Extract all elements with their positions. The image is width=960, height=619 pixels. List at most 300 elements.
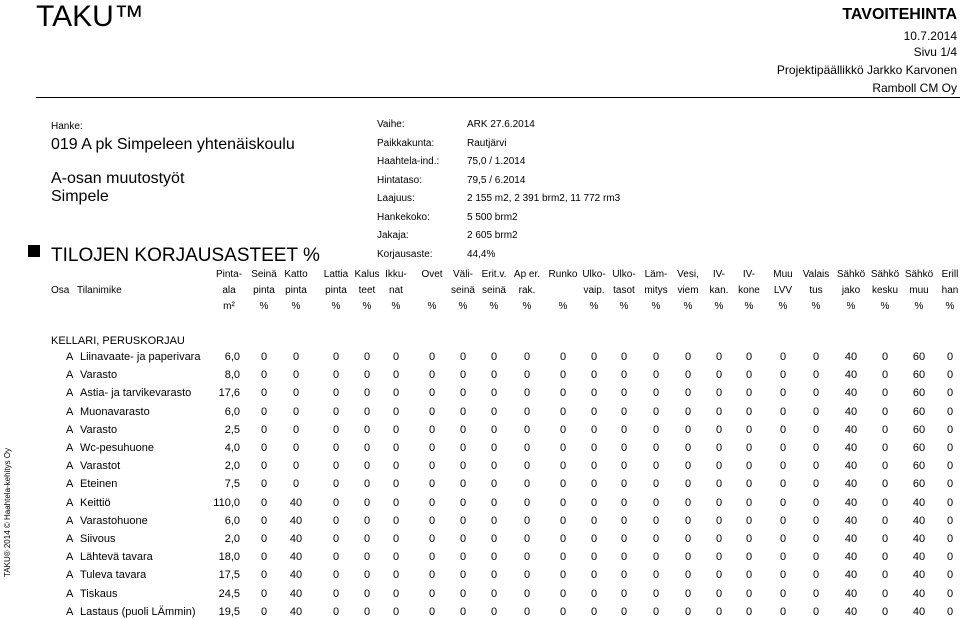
row-percent: 60 xyxy=(912,460,926,473)
row-percent: 0 xyxy=(523,387,531,400)
column-header-line: % xyxy=(651,301,661,312)
row-percent: 0 xyxy=(652,496,660,509)
column-header-line: Ulko- xyxy=(582,269,606,280)
row-percent: 40 xyxy=(912,587,926,600)
info-value: 44,4% xyxy=(467,248,496,260)
row-name: Wc-pesuhuone xyxy=(80,442,154,454)
info-label: Laajuus: xyxy=(377,193,415,204)
row-name: Keittiö xyxy=(80,496,111,509)
row-osa: A xyxy=(66,460,74,473)
row-percent: 0 xyxy=(523,460,531,473)
project-manager: Projektipäällikkö Jarkko Karvonen xyxy=(776,63,957,77)
row-percent: 0 xyxy=(684,587,692,600)
row-percent: 0 xyxy=(363,496,371,509)
row-name: Liinavaate- ja paperivara xyxy=(80,351,201,363)
column-header-line: seinä xyxy=(451,285,475,296)
row-percent: 0 xyxy=(332,405,340,418)
column-header-line: Ikku- xyxy=(385,269,407,280)
row-percent: 0 xyxy=(946,442,954,454)
row-percent: 0 xyxy=(652,423,660,436)
row-percent: 0 xyxy=(428,405,436,418)
row-percent: 0 xyxy=(392,533,400,545)
row-percent: 0 xyxy=(459,405,467,418)
row-area: 6,0 xyxy=(224,351,240,363)
row-percent: 0 xyxy=(490,387,498,400)
row-percent: 0 xyxy=(652,351,660,363)
row-percent: 0 xyxy=(745,569,753,582)
row-percent: 0 xyxy=(523,369,531,382)
row-percent: 0 xyxy=(881,496,889,509)
row-percent: 0 xyxy=(715,387,723,400)
row-percent: 0 xyxy=(490,442,498,454)
row-percent: 0 xyxy=(392,423,400,436)
column-header-line: Läm- xyxy=(644,269,668,280)
column-header-line: % xyxy=(778,301,788,312)
row-percent: 0 xyxy=(779,478,787,491)
row-percent: 0 xyxy=(779,442,787,454)
row-percent: 0 xyxy=(292,478,300,491)
row-percent: 0 xyxy=(428,569,436,582)
row-percent: 0 xyxy=(292,369,300,382)
info-label: Hintataso: xyxy=(377,174,423,186)
row-osa: A xyxy=(66,405,74,418)
row-percent: 0 xyxy=(332,423,340,436)
row-percent: 0 xyxy=(715,551,723,564)
row-area: 7,5 xyxy=(224,478,240,491)
row-percent: 0 xyxy=(490,496,498,509)
row-percent: 40 xyxy=(912,551,926,564)
column-header-line: tasot xyxy=(613,285,635,296)
row-percent: 40 xyxy=(844,496,858,509)
row-percent: 0 xyxy=(946,551,954,564)
row-osa: A xyxy=(66,423,74,436)
row-percent: 0 xyxy=(881,423,889,436)
row-percent: 0 xyxy=(490,423,498,436)
column-header-line: % xyxy=(522,301,532,312)
row-percent: 0 xyxy=(881,478,889,491)
row-percent: 0 xyxy=(620,369,628,382)
row-osa: A xyxy=(66,351,74,363)
row-percent: 0 xyxy=(559,405,567,418)
row-percent: 60 xyxy=(912,351,926,363)
row-percent: 0 xyxy=(881,551,889,564)
column-header-line: % xyxy=(811,301,821,312)
row-percent: 0 xyxy=(946,478,954,491)
row-percent: 0 xyxy=(881,369,889,382)
row-percent: 40 xyxy=(289,605,303,618)
row-percent: 0 xyxy=(363,533,371,545)
row-percent: 0 xyxy=(523,351,531,363)
row-percent: 0 xyxy=(490,569,498,582)
row-percent: 0 xyxy=(523,551,531,564)
column-header-line: Vesi, xyxy=(677,269,699,280)
row-area: 17,6 xyxy=(218,387,240,400)
row-percent: 0 xyxy=(745,460,753,473)
row-percent: 0 xyxy=(363,387,371,400)
row-percent: 0 xyxy=(559,387,567,400)
row-percent: 0 xyxy=(590,496,598,509)
column-header-line: ala xyxy=(222,285,236,296)
column-header-line: Kalus xyxy=(354,269,380,280)
row-percent: 0 xyxy=(946,514,954,527)
row-percent: 0 xyxy=(620,587,628,600)
row-percent: 0 xyxy=(559,369,567,382)
row-percent: 0 xyxy=(292,442,300,454)
row-percent: 0 xyxy=(428,387,436,400)
row-percent: 0 xyxy=(428,460,436,473)
row-percent: 0 xyxy=(459,587,467,600)
row-percent: 0 xyxy=(523,478,531,491)
row-percent: 0 xyxy=(459,496,467,509)
row-percent: 0 xyxy=(459,351,467,363)
row-name: Varasto xyxy=(80,423,118,436)
row-percent: 0 xyxy=(779,569,787,582)
row-percent: 0 xyxy=(363,369,371,382)
row-percent: 0 xyxy=(459,569,467,582)
column-header-line: Sähkö xyxy=(904,269,934,280)
row-percent: 0 xyxy=(523,569,531,582)
row-percent: 0 xyxy=(332,351,340,363)
row-percent: 0 xyxy=(812,478,820,491)
row-percent: 0 xyxy=(684,478,692,491)
row-percent: 0 xyxy=(652,369,660,382)
row-percent: 0 xyxy=(392,569,400,582)
row-percent: 0 xyxy=(292,351,300,363)
row-percent: 0 xyxy=(779,533,787,545)
row-percent: 0 xyxy=(490,351,498,363)
row-percent: 0 xyxy=(490,460,498,473)
row-percent: 0 xyxy=(392,478,400,491)
row-percent: 0 xyxy=(559,423,567,436)
row-percent: 0 xyxy=(459,442,467,454)
copyright-note: TAKU® 2014 © Haahtela-kehitys Oy xyxy=(3,447,12,577)
column-header-line: IV- xyxy=(712,269,726,280)
column-header-line: % xyxy=(331,301,341,312)
row-percent: 0 xyxy=(332,533,340,545)
row-percent: 60 xyxy=(912,478,926,491)
row-area: 17,5 xyxy=(218,569,240,582)
info-label: Paikkakunta: xyxy=(377,137,435,149)
row-percent: 0 xyxy=(559,514,567,527)
document-title: TAVOITEHINTA xyxy=(842,6,957,23)
column-header-line: % xyxy=(714,301,724,312)
column-header-line: Seinä xyxy=(251,269,277,280)
row-percent: 0 xyxy=(559,569,567,582)
row-area: 24,5 xyxy=(218,587,240,600)
row-percent: 0 xyxy=(745,369,753,382)
row-area: 8,0 xyxy=(224,369,240,382)
row-percent: 0 xyxy=(652,514,660,527)
row-percent: 40 xyxy=(289,551,303,564)
row-percent: 0 xyxy=(946,423,954,436)
row-percent: 0 xyxy=(812,569,820,582)
row-percent: 0 xyxy=(745,478,753,491)
row-percent: 0 xyxy=(428,514,436,527)
row-name: Lähtevä tavara xyxy=(80,551,153,564)
row-percent: 0 xyxy=(363,569,371,582)
row-percent: 0 xyxy=(779,405,787,418)
row-name: Lastaus (puoli LÄmmin) xyxy=(80,605,196,618)
row-percent: 0 xyxy=(684,423,692,436)
row-percent: 0 xyxy=(459,514,467,527)
row-osa: A xyxy=(66,605,74,618)
row-percent: 0 xyxy=(812,387,820,400)
row-percent: 0 xyxy=(881,569,889,582)
row-percent: 0 xyxy=(745,587,753,600)
row-name: Siivous xyxy=(80,533,116,545)
column-header-line: tus xyxy=(809,285,823,296)
row-osa: A xyxy=(66,569,74,582)
row-percent: 0 xyxy=(812,587,820,600)
row-percent: 0 xyxy=(946,351,954,363)
row-percent: 0 xyxy=(590,514,598,527)
row-percent: 0 xyxy=(260,605,268,618)
row-percent: 0 xyxy=(881,605,889,618)
column-header-line: % xyxy=(391,301,401,312)
row-percent: 0 xyxy=(745,423,753,436)
col-osa: Osa xyxy=(51,285,70,296)
row-percent: 40 xyxy=(289,587,303,600)
row-percent: 0 xyxy=(260,460,268,473)
row-percent: 0 xyxy=(779,369,787,382)
column-header-line: vaip. xyxy=(583,285,605,296)
row-percent: 0 xyxy=(684,496,692,509)
row-osa: A xyxy=(66,587,74,600)
row-percent: 0 xyxy=(590,587,598,600)
row-percent: 0 xyxy=(392,351,400,363)
row-percent: 0 xyxy=(715,514,723,527)
row-percent: 0 xyxy=(745,351,753,363)
row-percent: 0 xyxy=(881,442,889,454)
row-percent: 40 xyxy=(844,478,858,491)
column-header-line: Erit.v. xyxy=(481,269,507,280)
row-percent: 0 xyxy=(590,423,598,436)
row-percent: 0 xyxy=(459,423,467,436)
row-percent: 0 xyxy=(523,605,531,618)
row-percent: 0 xyxy=(812,605,820,618)
row-name: Eteinen xyxy=(80,478,118,491)
column-header-line: IV- xyxy=(742,269,756,280)
row-percent: 40 xyxy=(912,569,926,582)
section-title: TILOJEN KORJAUSASTEET % xyxy=(51,245,320,266)
row-percent: 0 xyxy=(946,569,954,582)
row-area: 19,5 xyxy=(218,605,240,618)
row-percent: 40 xyxy=(289,533,303,545)
row-percent: 0 xyxy=(363,587,371,600)
row-percent: 0 xyxy=(392,514,400,527)
row-percent: 40 xyxy=(289,514,303,527)
row-percent: 0 xyxy=(292,405,300,418)
info-value: Rautjärvi xyxy=(467,137,507,149)
row-percent: 0 xyxy=(260,514,268,527)
row-percent: 0 xyxy=(428,587,436,600)
row-percent: 0 xyxy=(881,405,889,418)
row-percent: 0 xyxy=(292,387,300,400)
row-percent: 0 xyxy=(715,423,723,436)
column-header-line: % xyxy=(259,301,269,312)
row-percent: 0 xyxy=(946,369,954,382)
row-percent: 0 xyxy=(363,442,371,454)
row-percent: 0 xyxy=(590,442,598,454)
row-percent: 0 xyxy=(620,442,628,454)
column-header-line: kone xyxy=(738,285,760,296)
row-percent: 40 xyxy=(912,514,926,527)
row-percent: 40 xyxy=(844,405,858,418)
column-header-line: Sähkö xyxy=(870,269,900,280)
row-percent: 0 xyxy=(620,387,628,400)
column-header-line: % xyxy=(945,301,955,312)
row-percent: 0 xyxy=(620,423,628,436)
column-header-line: pinta xyxy=(325,285,347,296)
row-percent: 0 xyxy=(620,478,628,491)
row-percent: 0 xyxy=(652,605,660,618)
row-percent: 0 xyxy=(590,533,598,545)
row-percent: 0 xyxy=(812,533,820,545)
row-percent: 0 xyxy=(779,496,787,509)
row-percent: 0 xyxy=(459,478,467,491)
row-percent: 0 xyxy=(490,605,498,618)
row-percent: 0 xyxy=(684,442,692,454)
project-part: A-osan muutostyöt xyxy=(51,170,185,187)
row-percent: 0 xyxy=(363,551,371,564)
row-percent: 0 xyxy=(392,496,400,509)
row-percent: 0 xyxy=(745,405,753,418)
row-percent: 40 xyxy=(844,587,858,600)
row-percent: 0 xyxy=(459,460,467,473)
row-percent: 60 xyxy=(912,423,926,436)
row-percent: 0 xyxy=(620,405,628,418)
column-header-line: % xyxy=(489,301,499,312)
column-header-line: Ulko- xyxy=(612,269,636,280)
column-header-line: Ovet xyxy=(421,269,443,280)
row-percent: 0 xyxy=(559,351,567,363)
row-percent: 0 xyxy=(684,351,692,363)
row-percent: 0 xyxy=(428,423,436,436)
row-percent: 0 xyxy=(490,369,498,382)
row-percent: 0 xyxy=(332,369,340,382)
row-percent: 0 xyxy=(745,514,753,527)
row-percent: 0 xyxy=(392,442,400,454)
row-percent: 0 xyxy=(652,460,660,473)
column-header-line: % xyxy=(427,301,437,312)
row-osa: A xyxy=(66,478,74,491)
row-percent: 0 xyxy=(590,478,598,491)
row-percent: 0 xyxy=(715,478,723,491)
row-percent: 40 xyxy=(844,387,858,400)
row-percent: 0 xyxy=(459,369,467,382)
row-percent: 0 xyxy=(260,587,268,600)
row-percent: 0 xyxy=(332,496,340,509)
column-header-line: nat xyxy=(389,285,403,296)
row-name: Muonavarasto xyxy=(80,405,150,418)
row-percent: 0 xyxy=(260,423,268,436)
row-percent: 0 xyxy=(363,478,371,491)
row-percent: 0 xyxy=(715,460,723,473)
row-percent: 0 xyxy=(812,405,820,418)
row-percent: 0 xyxy=(392,405,400,418)
project-label: Hanke: xyxy=(51,121,83,132)
row-percent: 40 xyxy=(912,533,926,545)
row-percent: 0 xyxy=(392,551,400,564)
column-header-line: Runko xyxy=(548,269,578,280)
row-name: Tiskaus xyxy=(80,587,118,600)
row-percent: 0 xyxy=(559,496,567,509)
row-percent: 40 xyxy=(844,442,858,454)
row-percent: 0 xyxy=(559,551,567,564)
row-percent: 0 xyxy=(715,496,723,509)
column-header-line: % xyxy=(683,301,693,312)
row-osa: A xyxy=(66,369,74,382)
column-header-line: Katto xyxy=(284,269,308,280)
row-percent: 0 xyxy=(946,496,954,509)
row-percent: 0 xyxy=(363,460,371,473)
row-percent: 0 xyxy=(292,460,300,473)
row-percent: 0 xyxy=(652,587,660,600)
column-header-line: LVV xyxy=(773,285,793,296)
row-percent: 0 xyxy=(559,478,567,491)
row-percent: 0 xyxy=(590,405,598,418)
row-percent: 40 xyxy=(844,514,858,527)
column-header-line: Pinta- xyxy=(215,269,243,280)
row-percent: 0 xyxy=(620,533,628,545)
info-label: Haahtela-ind.: xyxy=(377,156,440,167)
row-percent: 0 xyxy=(559,442,567,454)
column-header-line: Sähkö xyxy=(836,269,866,280)
row-percent: 0 xyxy=(559,460,567,473)
row-percent: 0 xyxy=(559,587,567,600)
row-percent: 0 xyxy=(779,605,787,618)
row-percent: 0 xyxy=(812,442,820,454)
row-percent: 0 xyxy=(745,442,753,454)
row-percent: 0 xyxy=(523,442,531,454)
row-percent: 0 xyxy=(428,351,436,363)
row-osa: A xyxy=(66,387,74,400)
row-percent: 0 xyxy=(881,460,889,473)
row-percent: 0 xyxy=(715,533,723,545)
column-header-line: m² xyxy=(223,301,235,312)
document-date: 10.7.2014 xyxy=(903,29,957,43)
row-percent: 40 xyxy=(912,496,926,509)
row-percent: 0 xyxy=(559,533,567,545)
column-header-line: Lattia xyxy=(323,269,349,280)
row-area: 4,0 xyxy=(224,442,240,454)
row-percent: 0 xyxy=(946,405,954,418)
row-percent: 0 xyxy=(363,605,371,618)
row-percent: 0 xyxy=(590,369,598,382)
info-label: Hankekoko: xyxy=(377,211,430,223)
column-header-line: teet xyxy=(358,285,376,296)
row-percent: 0 xyxy=(620,569,628,582)
row-percent: 0 xyxy=(332,605,340,618)
row-percent: 0 xyxy=(363,405,371,418)
row-percent: 0 xyxy=(684,369,692,382)
column-header-line: seinä xyxy=(482,285,506,296)
row-percent: 0 xyxy=(490,587,498,600)
row-percent: 0 xyxy=(523,587,531,600)
info-label: Jakaja: xyxy=(377,230,409,241)
column-header-line: muu xyxy=(909,285,929,296)
row-percent: 0 xyxy=(620,351,628,363)
row-percent: 0 xyxy=(684,460,692,473)
row-percent: 0 xyxy=(392,605,400,618)
row-percent: 0 xyxy=(620,496,628,509)
row-percent: 0 xyxy=(590,551,598,564)
row-percent: 0 xyxy=(684,387,692,400)
row-percent: 0 xyxy=(779,387,787,400)
row-percent: 40 xyxy=(912,605,926,618)
row-percent: 0 xyxy=(652,442,660,454)
row-percent: 0 xyxy=(745,533,753,545)
